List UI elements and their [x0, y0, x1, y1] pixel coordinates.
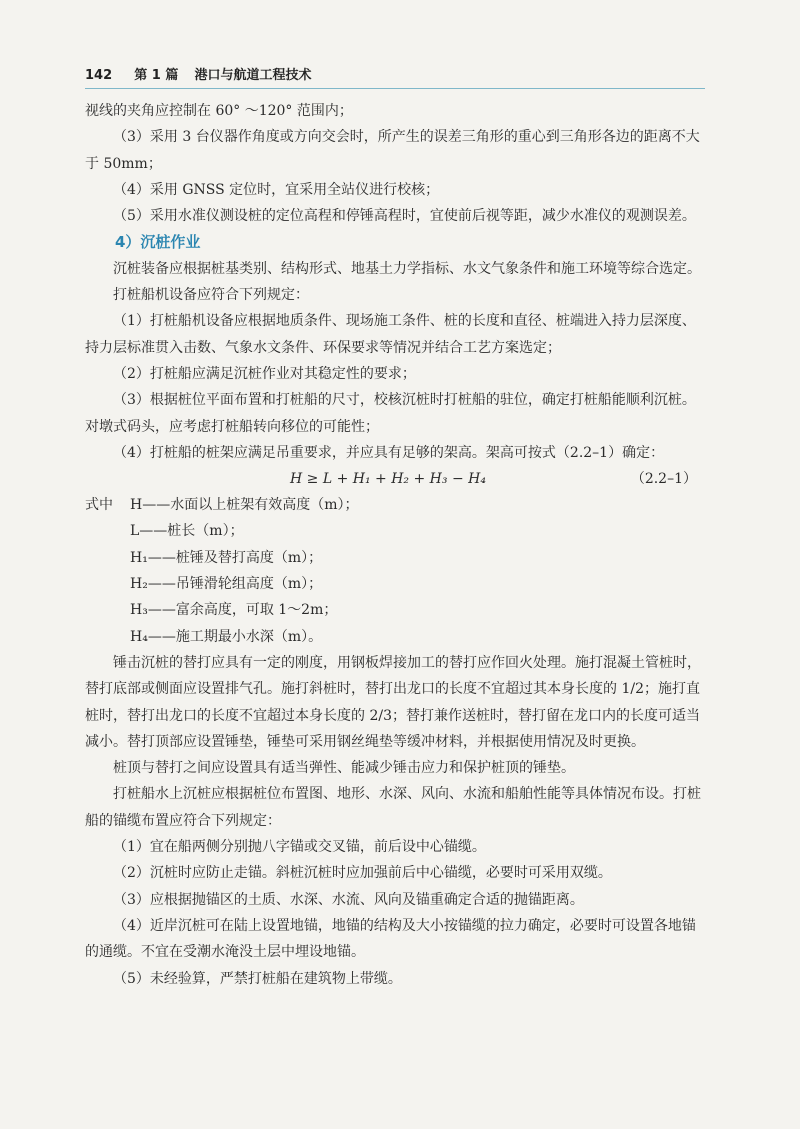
- paragraph: 视线的夹角应控制在 60° ～120° 范围内；: [85, 103, 353, 119]
- paragraph: （1）打桩船机设备应根据地质条件、现场施工条件、桩的长度和直径、桩端进入持力层深度、持力层标准贯入击数、气象水文条件、环保要求等情况并结合工艺方案选定；: [85, 313, 696, 356]
- part-label: 第 1 篇: [134, 68, 179, 83]
- page-number: 142: [85, 68, 113, 83]
- where-item: H₄——施工期最小水深（m）。: [130, 628, 323, 645]
- paragraph: 打桩船机设备应符合下列规定：: [113, 287, 309, 304]
- paragraph: （4）采用 GNSS 定位时，宜采用全站仪进行校核；: [113, 181, 440, 198]
- paragraph: 沉桩装备应根据桩基类别、结构形式、地基土力学指标、水文气象条件和施工环境等综合选定。: [113, 260, 701, 277]
- running-head: [85, 64, 705, 86]
- where-item: H——水面以上桩架有效高度（m）；: [130, 497, 359, 514]
- paragraph: （5）采用水准仪测设桩的定位高程和停锤高程时，宜使前后视等距，减少水准仪的观测误差。: [113, 208, 696, 225]
- paragraph: （3）应根据抛锚区的土质、水深、水流、风向及锚重确定合适的抛锚距离。: [113, 891, 584, 908]
- paragraph: （2）打桩船应满足沉桩作业对其稳定性的要求；: [113, 365, 416, 382]
- where-label: 式中: [85, 497, 113, 514]
- paragraph: （3）根据桩位平面布置和打桩船的尺寸，校核沉桩时打桩船的驻位，确定打桩船能顺利沉桩。对墩式码头，应考虑打桩船转向移位的可能性；: [85, 392, 696, 435]
- chapter-title: 港口与航道工程技术: [194, 68, 312, 83]
- paragraph: （1）宜在船两侧分别抛八字锚或交叉锚，前后设中心锚缆。: [113, 839, 486, 856]
- paragraph: （2）沉桩时应防止走锚。斜桩沉桩时应加强前后中心锚缆，必要时可采用双缆。: [113, 865, 612, 882]
- where-item: H₃——富余高度，可取 1～2m；: [130, 602, 338, 619]
- where-item: H₂——吊锤滑轮组高度（m）；: [130, 576, 323, 593]
- header-rule: [85, 88, 705, 89]
- section-heading: 4）沉桩作业: [115, 233, 201, 252]
- body-text: [85, 98, 705, 992]
- paragraph: （4）近岸沉桩可在陆上设置地锚，地锚的结构及大小按锚缆的拉力确定，必要时可设置各地锚的通缆。不宜在受潮水淹没土层中埋设地锚。: [85, 917, 696, 961]
- formula: [85, 466, 705, 492]
- formula-expression: H ≥ L + H₁ + H₂ + H₃ − H₄: [290, 471, 486, 488]
- paragraph: 桩顶与替打之间应设置具有适当弹性、能减少锤击应力和保护桩顶的锤垫。: [113, 760, 575, 777]
- paragraph: （4）打桩船的桩架应满足吊重要求，并应具有足够的架高。架高可按式（2.2–1）确定：: [113, 444, 665, 461]
- where-item: L——桩长（m）；: [130, 523, 244, 540]
- paragraph: 打桩船水上沉桩应根据桩位布置图、地形、水深、风向、水流和船舶性能等具体情况布设。打桩船的锚缆布置应符合下列规定：: [85, 786, 701, 829]
- paragraph: （5）未经验算，严禁打桩船在建筑物上带缆。: [113, 970, 402, 987]
- paragraph: （3）采用 3 台仪器作角度或方向交会时，所产生的误差三角形的重心到三角形各边的距离不大于 50mm；: [85, 129, 700, 172]
- where-block: [85, 492, 705, 518]
- where-item: H₁——桩锤及替打高度（m）；: [130, 549, 323, 566]
- paragraph: 锤击沉桩的替打应具有一定的刚度，用钢板焊接加工的替打应作回火处理。施打混凝土管桩时，替打底部或侧面应设置排气孔。施打斜桩时，替打出龙口的长度不宜超过其本身长度的 1/2；施打直桩时，替打出龙口的长度不宜超过本身长度的 2/3；替打兼作送桩时，替打留在龙口内的长度可适当减小。替打顶部应设置锤垫，锤垫可采用钢丝绳垫等缓冲材料，并根据使用情况及时更换。: [85, 654, 701, 750]
- formula-number: （2.2–1）: [630, 471, 697, 488]
